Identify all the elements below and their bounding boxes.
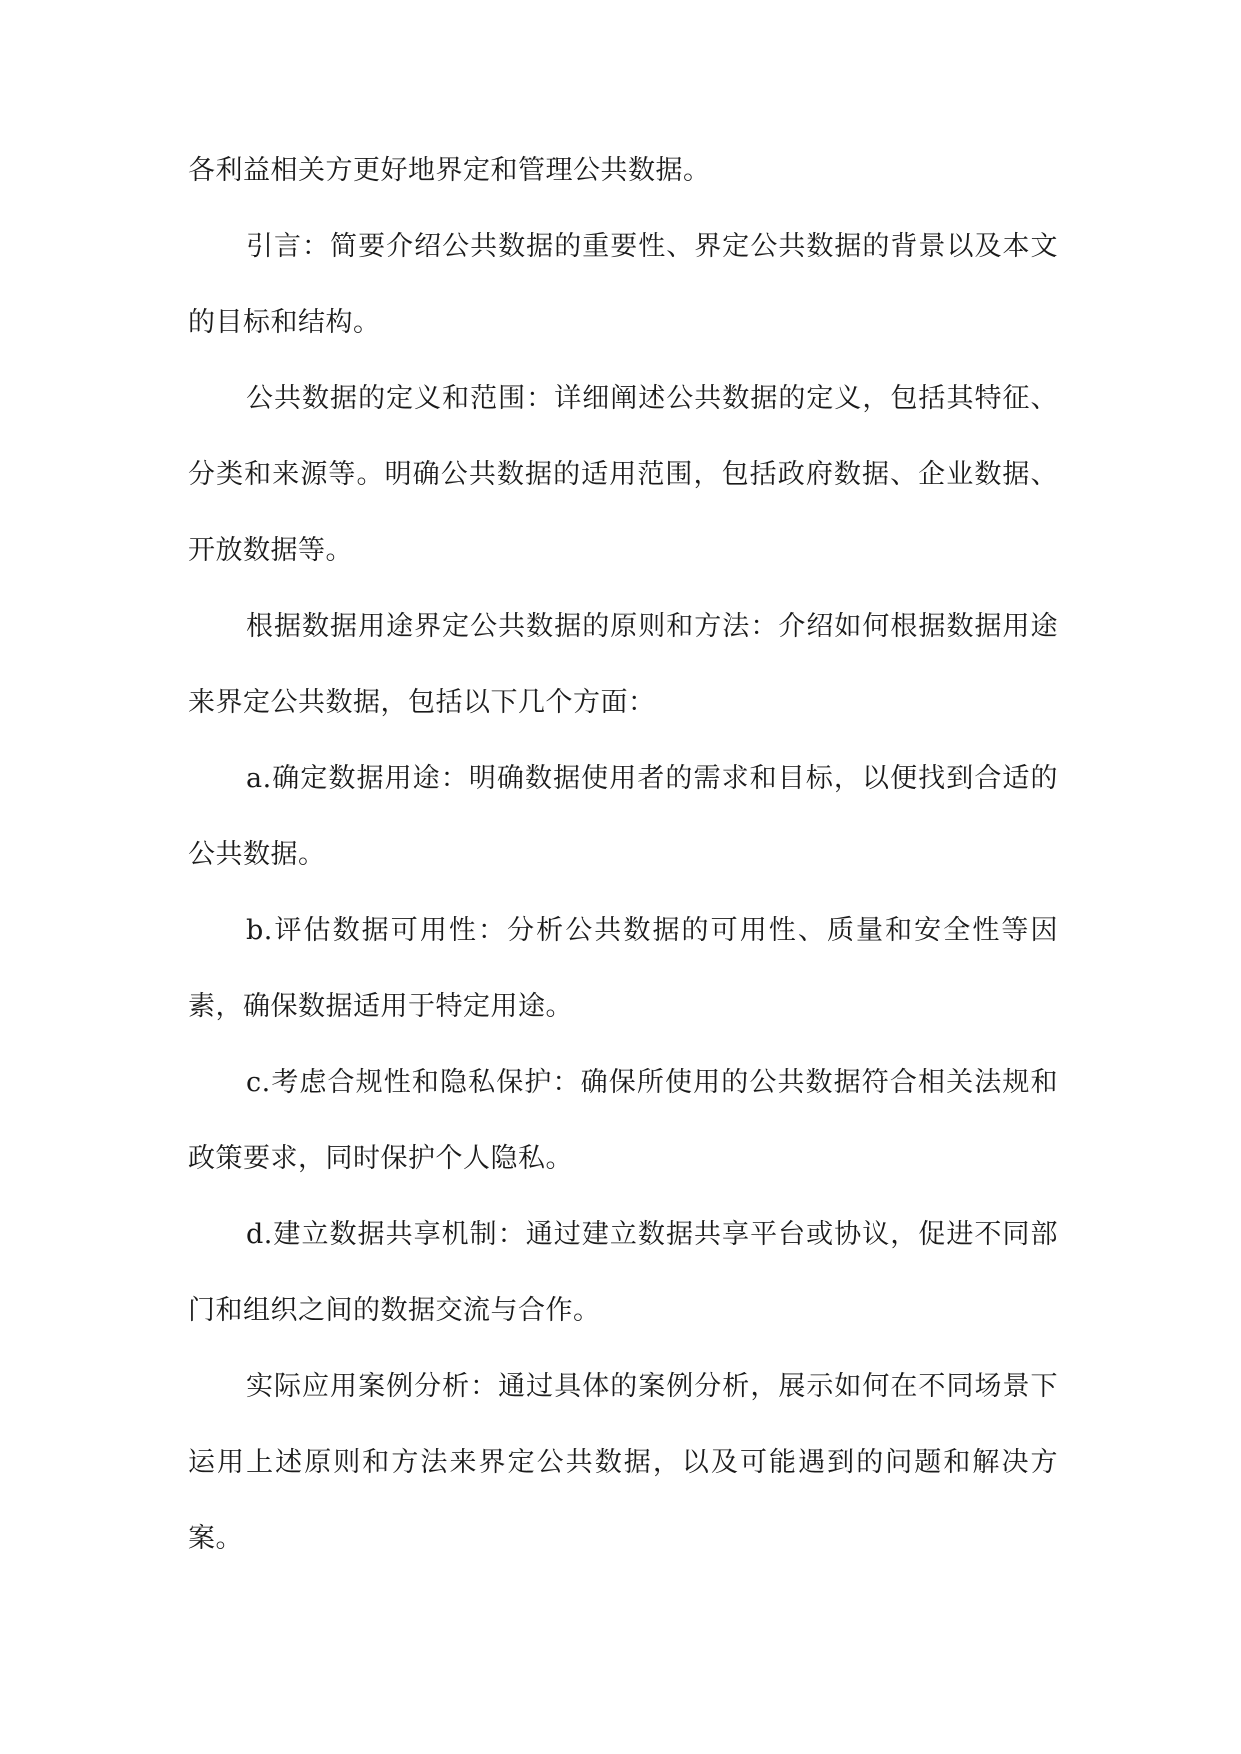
paragraph-case-analysis: 实际应用案例分析：通过具体的案例分析，展示如何在不同场景下运用上述原则和方法来界定公共数据，以及可能遇到的问题和解决方案。 xyxy=(188,1371,1058,1554)
paragraph-continuation: 各利益相关方更好地界定和管理公共数据。 xyxy=(188,155,711,186)
list-item-a: a.确定数据用途：明确数据使用者的需求和目标，以便找到合适的公共数据。 xyxy=(188,763,1058,870)
paragraph-principles-methods: 根据数据用途界定公共数据的原则和方法：介绍如何根据数据用途来界定公共数据，包括以下几个方面： xyxy=(188,611,1058,718)
paragraph-definition-scope: 公共数据的定义和范围：详细阐述公共数据的定义，包括其特征、分类和来源等。明确公共数据的适用范围，包括政府数据、企业数据、开放数据等。 xyxy=(188,383,1058,566)
paragraph-introduction: 引言：简要介绍公共数据的重要性、界定公共数据的背景以及本文的目标和结构。 xyxy=(188,231,1058,338)
list-item-b: b.评估数据可用性：分析公共数据的可用性、质量和安全性等因素，确保数据适用于特定用途。 xyxy=(188,915,1058,1022)
list-item-c: c.考虑合规性和隐私保护：确保所使用的公共数据符合相关法规和政策要求，同时保护个人隐私。 xyxy=(188,1067,1058,1174)
document-body xyxy=(188,133,1058,1577)
list-item-d: d.建立数据共享机制：通过建立数据共享平台或协议，促进不同部门和组织之间的数据交流与合作。 xyxy=(188,1219,1058,1326)
